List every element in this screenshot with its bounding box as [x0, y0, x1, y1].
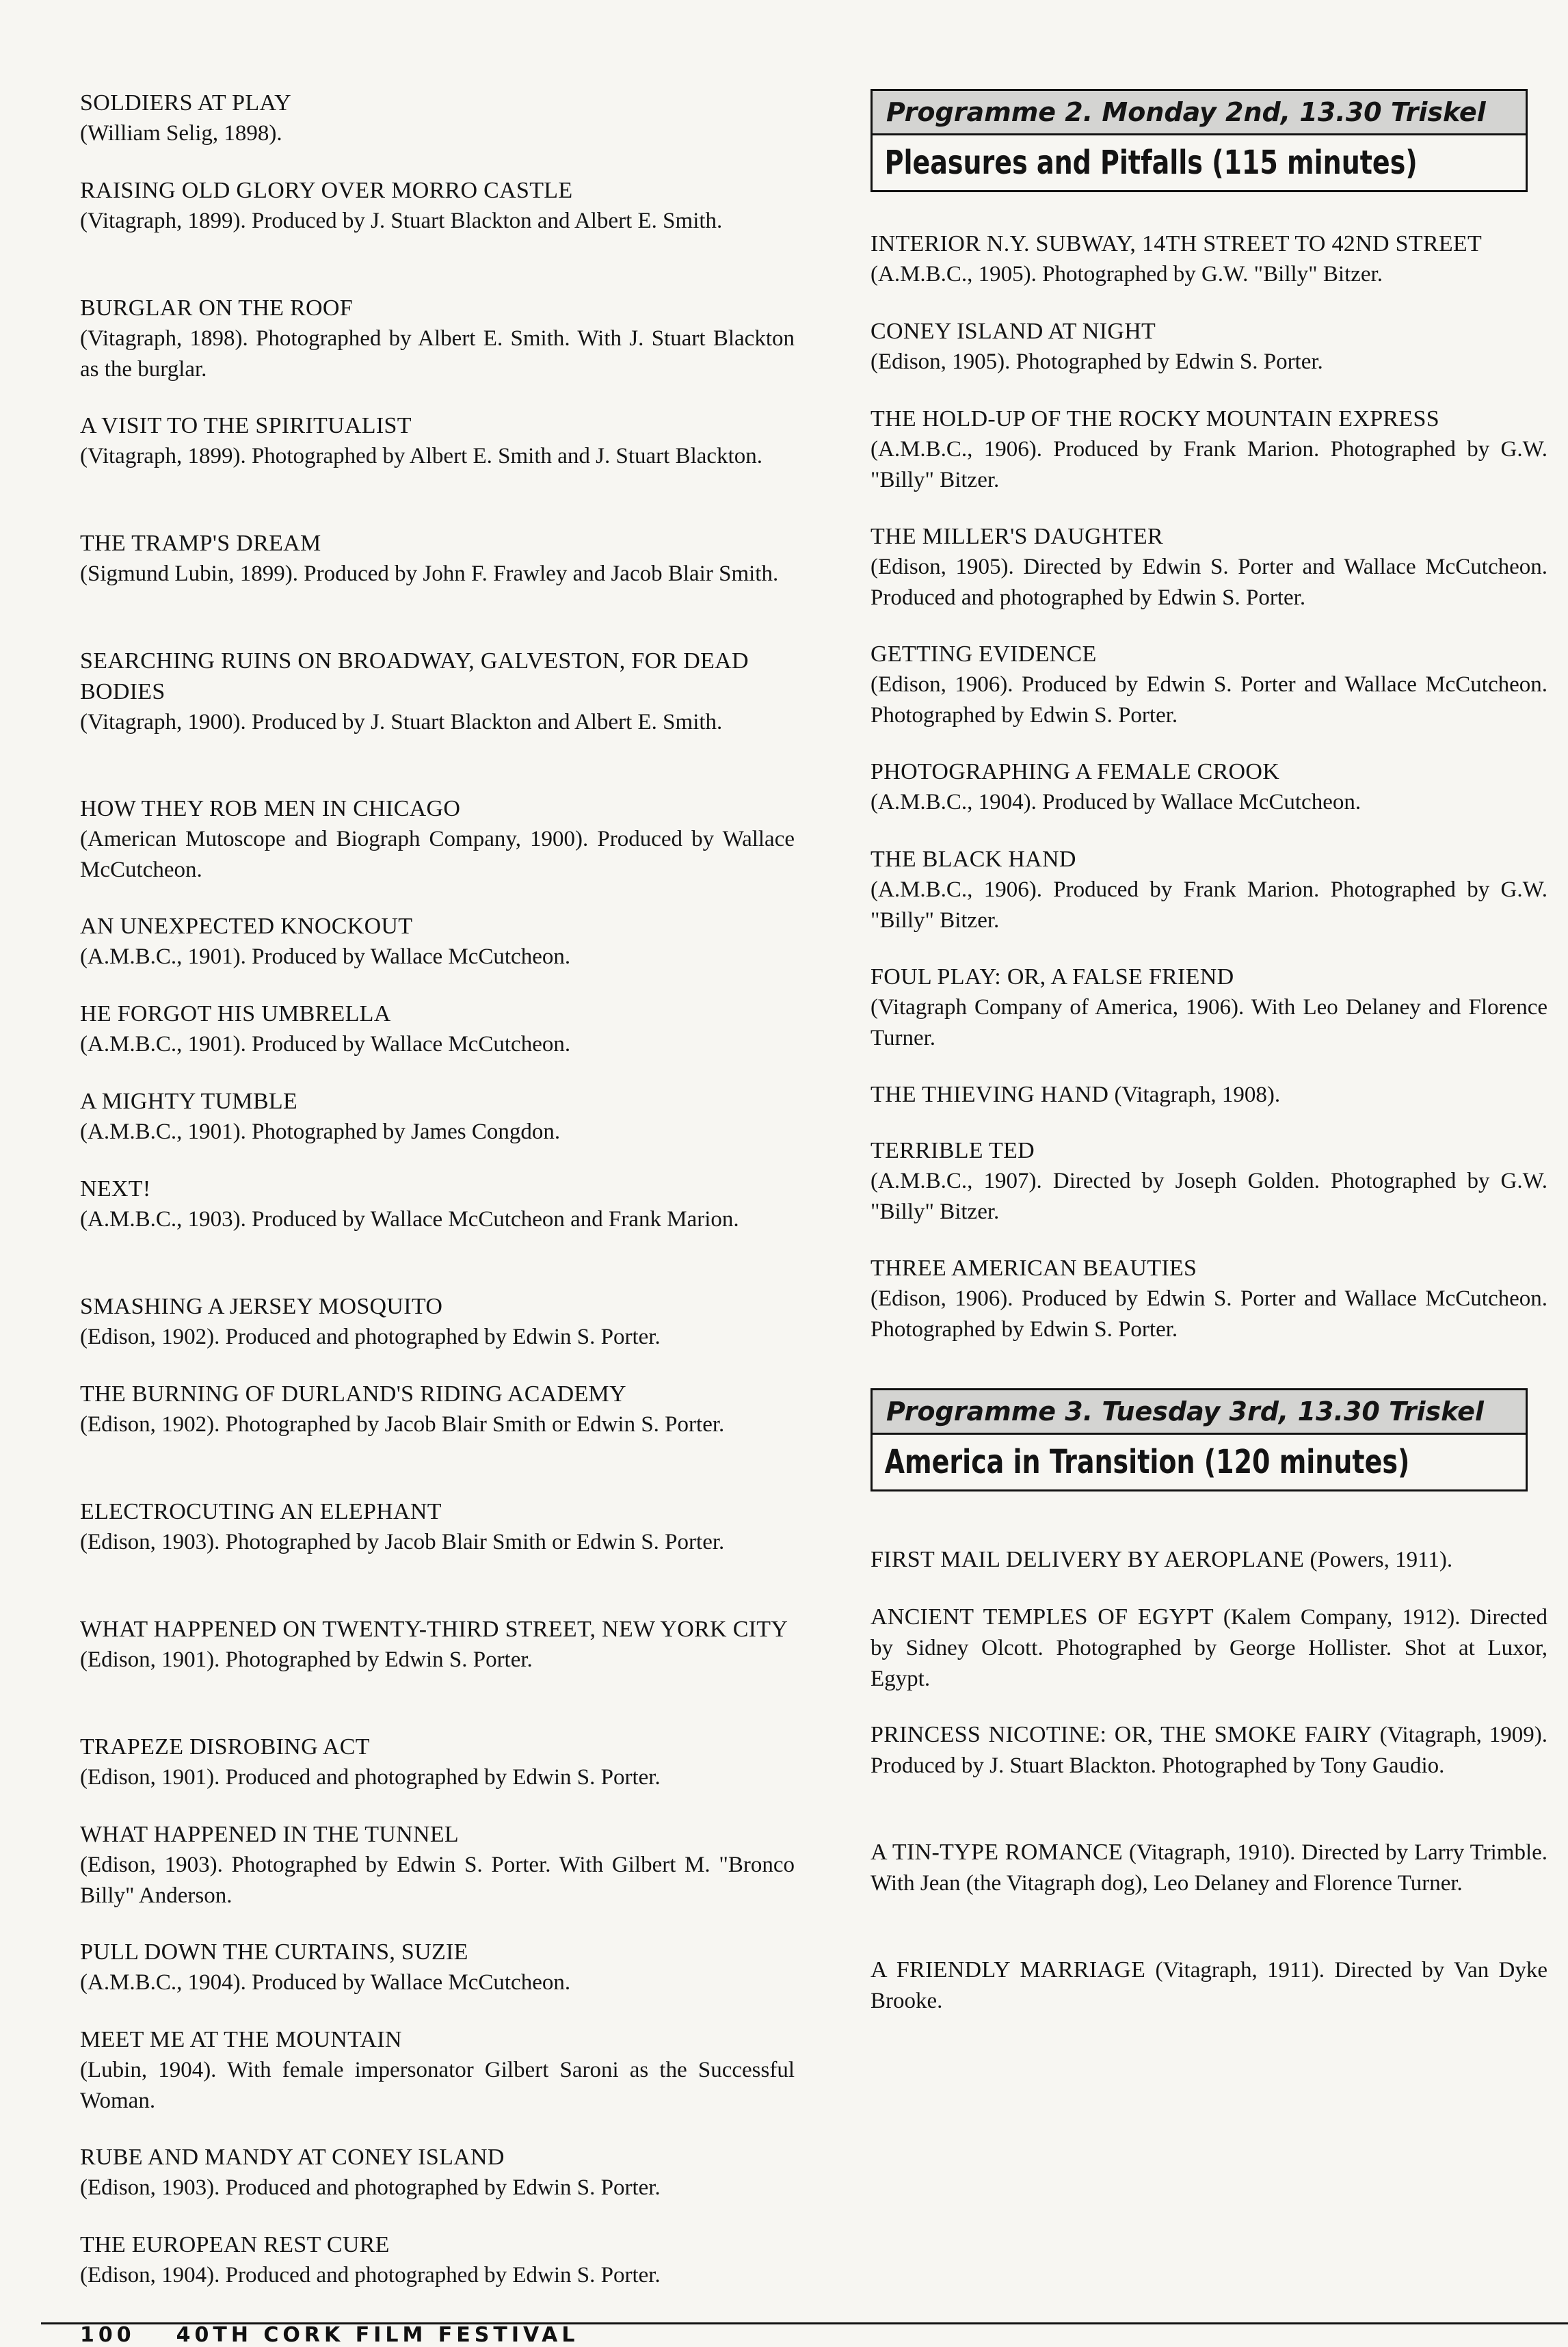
film-details: (A.M.B.C., 1904). Produced by Wallace McCutcheon. — [871, 790, 1361, 814]
film-title: ELECTROCUTING AN ELEPHANT — [80, 1499, 442, 1524]
film-details: (Edison, 1902). Produced and photographed by Edwin S. Porter. — [80, 1325, 661, 1349]
film-entry — [80, 175, 795, 237]
film-title: A TIN-TYPE ROMANCE — [871, 1840, 1123, 1865]
film-details: (A.M.B.C., 1903). Produced by Wallace McCutcheon and Frank Marion. — [80, 1207, 739, 1232]
film-details: (Vitagraph, 1900). Produced by J. Stuart Blackton and Albert E. Smith. — [80, 710, 723, 734]
film-details: (Edison, 1903). Photographed by Jacob Blair Smith or Edwin S. Porter. — [80, 1530, 725, 1554]
film-entry — [871, 1135, 1547, 1228]
film-title: FOUL PLAY: OR, A FALSE FRIEND — [871, 964, 1234, 990]
film-entry — [80, 1174, 795, 1235]
film-details: (Lubin, 1904). With female impersonator Gilbert Saroni as the Successful Woman. — [80, 2058, 795, 2113]
film-details: (American Mutoscope and Biograph Company, 1900). Produced by Wallace McCutcheon. — [80, 827, 795, 882]
film-details: (A.M.B.C., 1904). Produced by Wallace McCutcheon. — [80, 1970, 571, 1995]
film-details: (Edison, 1905). Directed by Edwin S. Porter and Wallace McCutcheon. Produced and photographed by Edwin S. Porter. — [871, 555, 1547, 610]
film-entry — [80, 528, 795, 589]
film-details: (Vitagraph, 1908). — [1114, 1083, 1281, 1107]
film-entry — [80, 1086, 795, 1148]
programme-3-header-box — [871, 1388, 1528, 1491]
film-entry — [80, 1379, 795, 1440]
film-entry — [80, 410, 795, 472]
film-details: (Vitagraph, 1898). Photographed by Albert E. Smith. With J. Stuart Blackton as the burglar. — [80, 326, 795, 382]
film-title: PRINCESS NICOTINE: OR, THE SMOKE FAIRY — [871, 1722, 1372, 1747]
film-title: AN UNEXPECTED KNOCKOUT — [80, 914, 413, 939]
film-entry — [871, 403, 1547, 496]
film-title: SEARCHING RUINS ON BROADWAY, GALVESTON, FOR DEAD BODIES — [80, 648, 749, 704]
film-details: (A.M.B.C., 1906). Produced by Frank Marion. Photographed by G.W. "Billy" Bitzer. — [871, 877, 1547, 933]
film-entry — [871, 756, 1547, 818]
film-title: RUBE AND MANDY AT CONEY ISLAND — [80, 2145, 505, 2170]
film-entry — [871, 844, 1547, 936]
film-details: (Vitagraph, 1899). Photographed by Albert E. Smith and J. Stuart Blackton. — [80, 444, 762, 468]
film-title: THE HOLD-UP OF THE ROCKY MOUNTAIN EXPRESS — [871, 406, 1439, 432]
film-details: (Vitagraph, 1911). Directed by Van Dyke Brooke. — [871, 1958, 1547, 2013]
film-details: (A.M.B.C., 1901). Produced by Wallace McCutcheon. — [80, 1032, 571, 1057]
film-title: SOLDIERS AT PLAY — [80, 90, 291, 116]
film-title: THE BURNING OF DURLAND'S RIDING ACADEMY — [80, 1381, 626, 1407]
film-details: (Vitagraph Company of America, 1906). With Leo Delaney and Florence Turner. — [871, 995, 1547, 1050]
film-details: (Edison, 1904). Produced and photographed by Edwin S. Porter. — [80, 2263, 661, 2288]
film-title: RAISING OLD GLORY OVER MORRO CASTLE — [80, 178, 573, 203]
film-title: A VISIT TO THE SPIRITUALIST — [80, 413, 412, 438]
film-title: INTERIOR N.Y. SUBWAY, 14TH STREET TO 42ND STREET — [871, 231, 1483, 256]
film-title: NEXT! — [80, 1176, 151, 1202]
film-entry — [871, 521, 1547, 613]
film-title: MEET ME AT THE MOUNTAIN — [80, 2027, 402, 2052]
film-details: (Sigmund Lubin, 1899). Produced by John F. Frawley and Jacob Blair Smith. — [80, 561, 779, 586]
film-title: THREE AMERICAN BEAUTIES — [871, 1256, 1197, 1281]
film-details: (Vitagraph, 1899). Produced by J. Stuart Blackton and Albert E. Smith. — [80, 209, 723, 233]
film-entry — [80, 1614, 795, 1675]
film-details: (Edison, 1906). Produced by Edwin S. Porter and Wallace McCutcheon. Photographed by Edwin S. Porter. — [871, 1286, 1547, 1342]
film-entry — [80, 2229, 795, 2291]
programme-2-schedule: Programme 2. Monday 2nd, 13.30 Triskel — [873, 91, 1526, 135]
film-title: A FRIENDLY MARRIAGE — [871, 1957, 1146, 1983]
film-title: THE BLACK HAND — [871, 847, 1076, 872]
festival-name: 40TH CORK FILM FESTIVAL — [176, 2323, 579, 2347]
film-entry — [871, 1837, 1547, 1899]
film-title: TERRIBLE TED — [871, 1138, 1035, 1163]
film-title: A MIGHTY TUMBLE — [80, 1089, 298, 1114]
film-entry — [871, 1079, 1547, 1111]
film-entry — [80, 2142, 795, 2203]
film-details: (Edison, 1902). Photographed by Jacob Blair Smith or Edwin S. Porter. — [80, 1412, 725, 1437]
film-entry — [871, 1544, 1547, 1576]
film-title: THE THIEVING HAND — [871, 1082, 1109, 1107]
film-title: WHAT HAPPENED ON TWENTY-THIRD STREET, NEW YORK CITY — [80, 1617, 788, 1642]
film-entry — [80, 293, 795, 385]
film-title: THE TRAMP'S DREAM — [80, 531, 321, 556]
film-entry — [871, 962, 1547, 1054]
film-details: (Edison, 1901). Photographed by Edwin S. Porter. — [80, 1647, 533, 1672]
programme-3-schedule: Programme 3. Tuesday 3rd, 13.30 Triskel — [873, 1390, 1526, 1435]
film-entry — [80, 646, 795, 738]
film-entry — [80, 1291, 795, 1353]
film-entry — [80, 998, 795, 1060]
film-title: FIRST MAIL DELIVERY BY AEROPLANE — [871, 1547, 1305, 1572]
film-title: CONEY ISLAND AT NIGHT — [871, 319, 1156, 344]
film-title: HOW THEY ROB MEN IN CHICAGO — [80, 796, 461, 821]
film-title: THE EUROPEAN REST CURE — [80, 2232, 390, 2257]
film-entry — [871, 1719, 1547, 1781]
film-title: PULL DOWN THE CURTAINS, SUZIE — [80, 1939, 468, 1965]
page-footer — [80, 2325, 579, 2346]
film-entry — [871, 1954, 1547, 2017]
film-title: PHOTOGRAPHING A FEMALE CROOK — [871, 759, 1280, 784]
film-title: GETTING EVIDENCE — [871, 641, 1097, 667]
film-title: TRAPEZE DISROBING ACT — [80, 1734, 370, 1760]
page-number: 100 — [80, 2323, 135, 2347]
film-details: (Kalem Company, 1912). Directed by Sidney Olcott. Photographed by George Hollister. Shot at Luxor, Egypt. — [871, 1605, 1548, 1691]
film-details: (Edison, 1903). Photographed by Edwin S. Porter. With Gilbert M. "Bronco Billy" Anderson. — [80, 1853, 795, 1908]
film-title: WHAT HAPPENED IN THE TUNNEL — [80, 1822, 459, 1847]
film-entry — [871, 316, 1547, 377]
film-entry — [80, 1496, 795, 1558]
film-details: (Edison, 1906). Produced by Edwin S. Porter and Wallace McCutcheon. Photographed by Edwin S. Porter. — [871, 672, 1547, 728]
film-entry — [871, 639, 1547, 731]
film-details: (Vitagraph, 1910). Directed by Larry Trimble. With Jean (the Vitagraph dog), Leo Delaney and Florence Turner. — [871, 1840, 1548, 1896]
film-entry — [80, 911, 795, 972]
film-details: (Vitagraph, 1909). Produced by J. Stuart Blackton. Photographed by Tony Gaudio. — [871, 1723, 1548, 1778]
film-entry — [80, 88, 795, 149]
film-details: (A.M.B.C., 1906). Produced by Frank Marion. Photographed by G.W. "Billy" Bitzer. — [871, 437, 1547, 492]
programme-3-title: America in Transition (120 minutes) — [884, 1443, 1410, 1481]
film-details: (Powers, 1911). — [1310, 1548, 1453, 1572]
film-entry — [80, 793, 795, 886]
film-title: SMASHING A JERSEY MOSQUITO — [80, 1294, 443, 1319]
film-details: (A.M.B.C., 1901). Photographed by James Congdon. — [80, 1119, 561, 1144]
film-entry — [80, 1819, 795, 1911]
film-entry — [871, 1602, 1547, 1695]
film-details: (A.M.B.C., 1907). Directed by Joseph Golden. Photographed by G.W. "Billy" Bitzer. — [871, 1169, 1547, 1224]
film-title: HE FORGOT HIS UMBRELLA — [80, 1001, 391, 1026]
film-title: ANCIENT TEMPLES OF EGYPT — [871, 1604, 1214, 1630]
film-details: (A.M.B.C., 1905). Photographed by G.W. "Billy" Bitzer. — [871, 262, 1383, 287]
film-title: BURGLAR ON THE ROOF — [80, 295, 353, 321]
film-details: (Edison, 1901). Produced and photographed by Edwin S. Porter. — [80, 1765, 661, 1790]
film-entry — [80, 1732, 795, 1793]
film-details: (Edison, 1905). Photographed by Edwin S. Porter. — [871, 349, 1323, 374]
film-title: THE MILLER'S DAUGHTER — [871, 524, 1163, 549]
film-details: (Edison, 1903). Produced and photographed by Edwin S. Porter. — [80, 2175, 661, 2200]
film-details: (A.M.B.C., 1901). Produced by Wallace McCutcheon. — [80, 944, 571, 969]
film-entry — [871, 228, 1547, 290]
film-details: (William Selig, 1898). — [80, 121, 282, 146]
film-entry — [871, 1253, 1547, 1345]
film-entry — [80, 1937, 795, 1998]
film-entry — [80, 2024, 795, 2117]
programme-2-title: Pleasures and Pitfalls (115 minutes) — [884, 144, 1418, 182]
programme-2-header-box — [871, 89, 1528, 192]
